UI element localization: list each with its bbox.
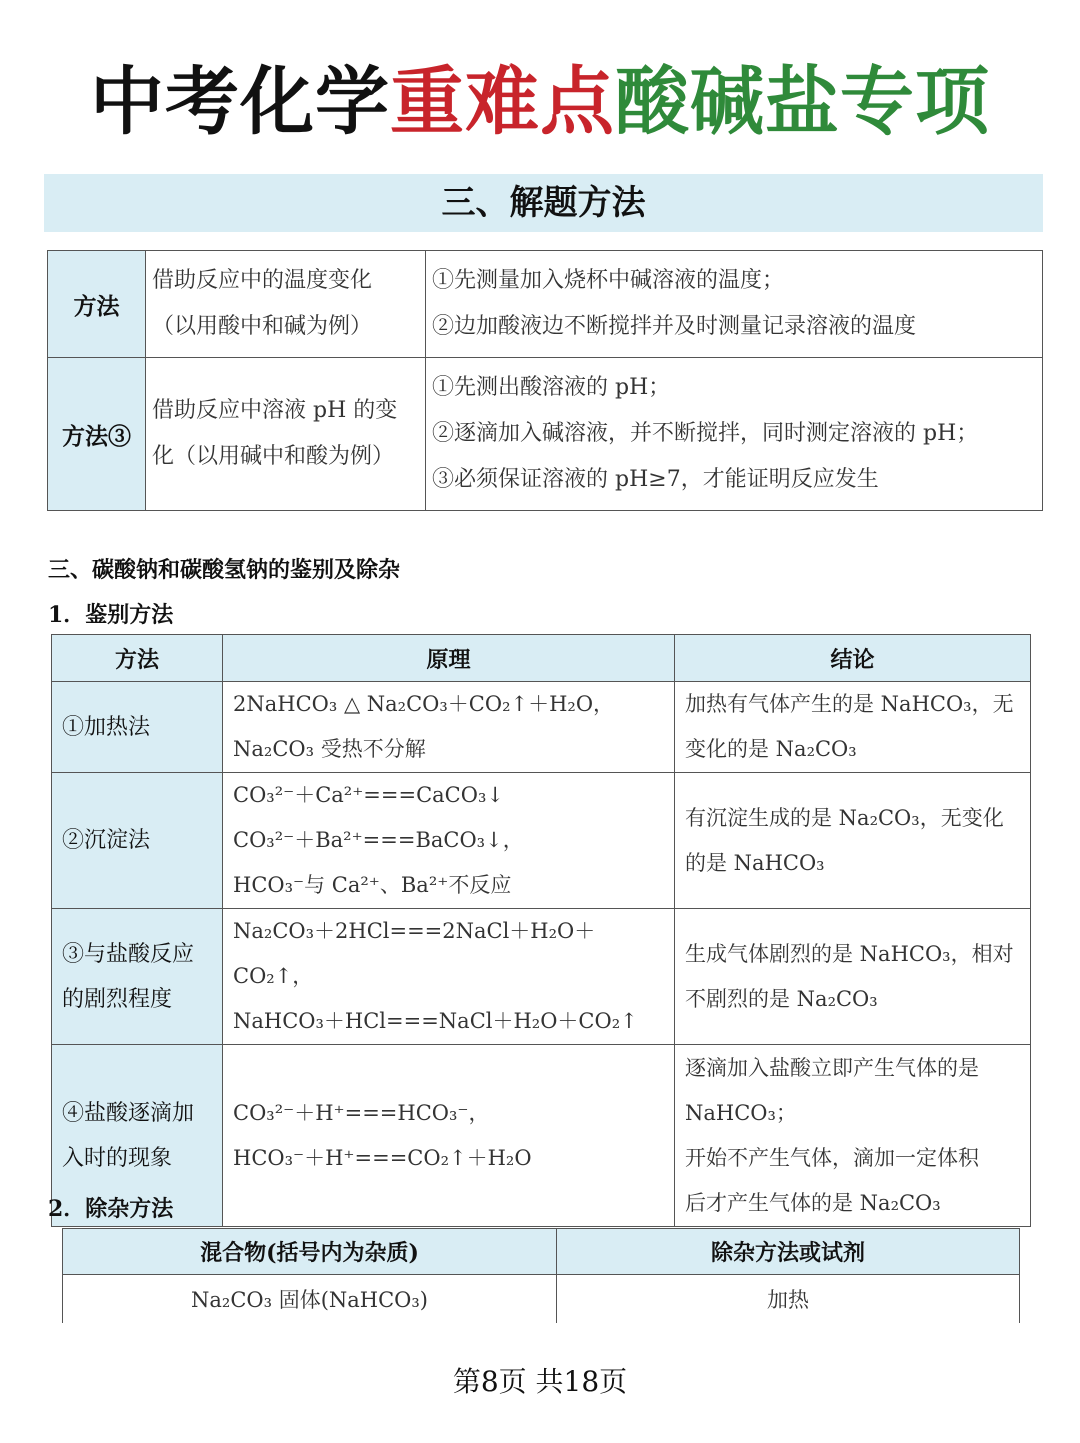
- text-line: 逐滴加入盐酸立即产生气体的是: [685, 1055, 979, 1080]
- row-principle: [223, 1045, 675, 1227]
- text-line: 后才产生气体的是 Na₂CO₃: [685, 1190, 941, 1215]
- page-footer: 第8页 共18页: [452, 1365, 628, 1398]
- row-principle: [223, 682, 675, 773]
- table-row: [48, 358, 1043, 511]
- header-mixture: 混合物(括号内为杂质): [63, 1229, 557, 1275]
- table-row: [63, 1275, 1020, 1323]
- table-header-row: [63, 1229, 1020, 1275]
- text-line: Na₂CO₃＋2HCl===2NaCl＋H₂O＋CO₂↑，: [233, 919, 596, 988]
- text-line: 借助反应中溶液 pH 的变: [152, 398, 398, 423]
- title-part-2: 重难点: [390, 59, 615, 145]
- text-line: Na₂CO₃ 受热不分解: [233, 737, 426, 761]
- text-line: NaHCO₃；: [685, 1100, 797, 1125]
- table-row: [52, 773, 1031, 909]
- row-mixture: Na₂CO₃ 固体(NaHCO₃): [63, 1275, 557, 1323]
- text-line: NaHCO₃＋HCl===NaCl＋H₂O＋CO₂↑: [233, 1009, 638, 1033]
- row-conclusion: [675, 682, 1031, 773]
- row-method: ②沉淀法: [52, 773, 223, 909]
- text-line: 化（以用碱中和酸为例）: [152, 444, 395, 469]
- text-line: 借助反应中的温度变化: [152, 268, 373, 293]
- identify-table: [51, 634, 1031, 1227]
- methods-table: [47, 250, 1043, 511]
- text-line: 的是 NaHCO₃: [685, 850, 825, 875]
- text-line: 加热有气体产生的是 NaHCO₃，无: [685, 692, 1014, 716]
- header-remove-method: 除杂方法或试剂: [557, 1229, 1020, 1275]
- table-row: [48, 251, 1043, 358]
- text-line: CO₃²⁻＋H⁺===HCO₃⁻，: [233, 1100, 490, 1125]
- page-title: [0, 52, 1080, 152]
- text-line: 生成气体剧烈的是 NaHCO₃，相对: [685, 941, 1014, 966]
- title-part-3: 酸碱盐专项: [615, 59, 990, 145]
- text-line: CO₃²⁻＋Ca²⁺===CaCO₃↓: [233, 783, 504, 807]
- section-subheading: 三、碳酸钠和碳酸氢钠的鉴别及除杂: [48, 557, 401, 583]
- text-line: （以用酸中和碱为例）: [152, 314, 373, 339]
- table-row: [52, 1045, 1031, 1227]
- table-header-row: [52, 635, 1031, 682]
- text-line: 有沉淀生成的是 Na₂CO₃，无变化: [685, 805, 1004, 830]
- table-row: [52, 682, 1031, 773]
- text-line: ①先测量加入烧杯中碱溶液的温度；: [432, 268, 785, 293]
- row-method: ③与盐酸反应的剧烈程度: [52, 909, 223, 1045]
- row-method: ④盐酸逐滴加入时的现象: [52, 1045, 223, 1227]
- text-line: ③必须保证溶液的 pH≥7，才能证明反应发生: [432, 467, 879, 492]
- header-method: 方法: [52, 635, 223, 682]
- title-part-1: 中考化学: [90, 59, 390, 145]
- method-desc: [146, 358, 426, 511]
- text-line: HCO₃⁻＋H⁺===CO₂↑＋H₂O: [233, 1145, 532, 1170]
- row-conclusion: [675, 909, 1031, 1045]
- text-line: HCO₃⁻与 Ca²⁺、Ba²⁺不反应: [233, 873, 512, 897]
- row-method: ①加热法: [52, 682, 223, 773]
- row-remove-method: 加热: [557, 1275, 1020, 1323]
- remove-table: [62, 1228, 1020, 1323]
- header-principle: 原理: [223, 635, 675, 682]
- row-conclusion: [675, 773, 1031, 909]
- remove-heading: 2．除杂方法: [48, 1196, 174, 1222]
- table-row: [52, 909, 1031, 1045]
- row-conclusion: [675, 1045, 1031, 1227]
- text-line: 变化的是 Na₂CO₃: [685, 737, 857, 761]
- text-line: CO₃²⁻＋Ba²⁺===BaCO₃↓，: [233, 828, 524, 852]
- row-principle: [223, 909, 675, 1045]
- text-line: 不剧烈的是 Na₂CO₃: [685, 986, 878, 1011]
- identify-heading: 1．鉴别方法: [48, 602, 174, 628]
- section-heading: 三、解题方法: [44, 174, 1043, 232]
- row-principle: [223, 773, 675, 909]
- header-conclusion: 结论: [675, 635, 1031, 682]
- method-desc: [146, 251, 426, 358]
- method-steps: [426, 358, 1043, 511]
- method-steps: [426, 251, 1043, 358]
- text-line: ②边加酸液边不断搅拌并及时测量记录溶液的温度: [432, 314, 917, 339]
- method-label: 方法: [48, 251, 146, 358]
- text-line: ①先测出酸溶液的 pH；: [432, 375, 671, 400]
- text-line: ②逐滴加入碱溶液，并不断搅拌，同时测定溶液的 pH；: [432, 421, 979, 446]
- text-line: 开始不产生气体，滴加一定体积: [685, 1145, 979, 1170]
- text-line: 2NaHCO₃ △ Na₂CO₃＋CO₂↑＋H₂O，: [233, 692, 615, 716]
- method-label: 方法③: [48, 358, 146, 511]
